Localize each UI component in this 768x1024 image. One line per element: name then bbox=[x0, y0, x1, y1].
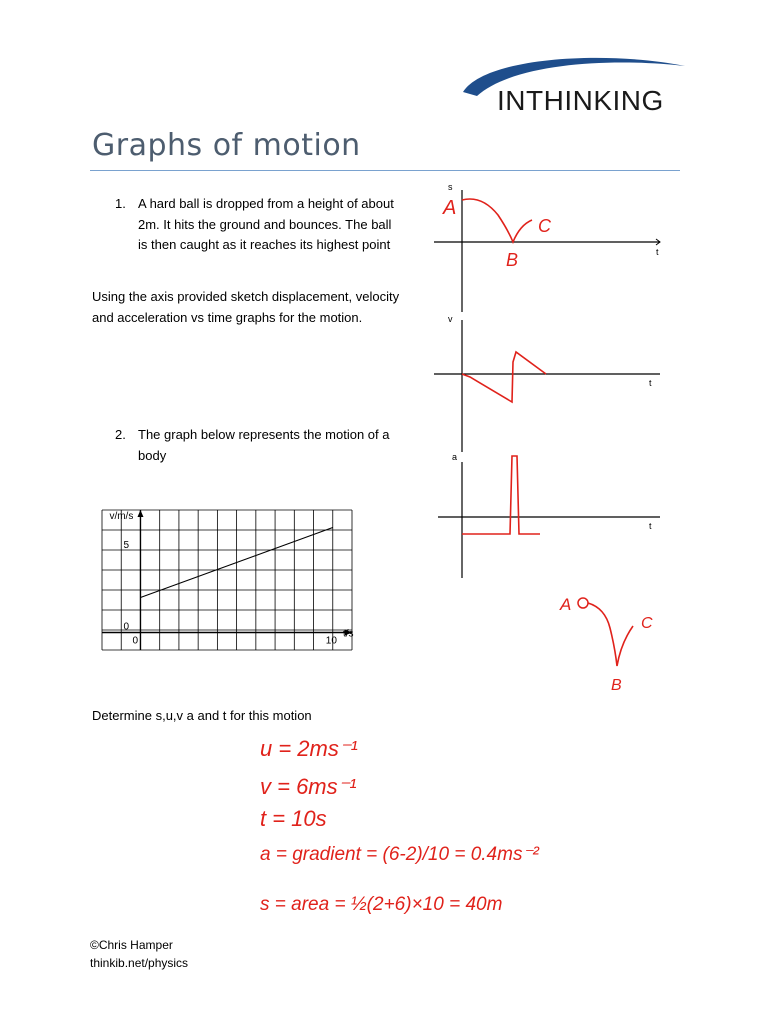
question-2-number: 2. bbox=[115, 427, 126, 442]
handwritten-answer: t = 10s bbox=[260, 806, 327, 831]
velocity-time-chart bbox=[90, 500, 380, 670]
sketch-curve bbox=[588, 603, 633, 666]
displacement-curve bbox=[462, 199, 532, 242]
displacement-graph bbox=[434, 182, 660, 312]
s-axis-label: s bbox=[448, 182, 453, 192]
a-axis-label: a bbox=[452, 452, 458, 462]
handwritten-answer: u = 2ms⁻¹ bbox=[260, 736, 358, 761]
label-b: B bbox=[611, 677, 622, 694]
chart-grid bbox=[102, 510, 352, 650]
velocity-curve bbox=[462, 352, 546, 402]
x-tick-label: 10 bbox=[325, 635, 337, 647]
footer-copyright: ©Chris Hamper bbox=[90, 938, 173, 952]
label-a: A bbox=[443, 197, 457, 219]
x-axis-title: t/s bbox=[343, 628, 354, 640]
question-1-text: A hard ball is dropped from a height of about 2m. It hits the ground and bounces. The ball is then caught as it reaches its highest point bbox=[138, 196, 394, 252]
label-a: A bbox=[560, 595, 572, 614]
start-point bbox=[578, 598, 588, 608]
label-b: B bbox=[506, 250, 519, 270]
t-axis-label: t bbox=[656, 247, 659, 257]
x-tick-label: 0 bbox=[132, 635, 139, 647]
footer-url: thinkib.net/physics bbox=[90, 956, 189, 970]
handwritten-answer: s = area = ½(2+6)×10 = 40m bbox=[260, 894, 503, 915]
sketch-graphs bbox=[420, 170, 700, 590]
y-axis-arrow bbox=[137, 510, 143, 517]
question-2-text: The graph below represents the motion of a body bbox=[138, 427, 390, 463]
inthinking-logo bbox=[455, 52, 690, 137]
question-1-number: 1. bbox=[115, 196, 126, 211]
footer bbox=[90, 936, 188, 972]
label-c: C bbox=[641, 615, 653, 632]
determine-prompt: Determine s,u,v a and t for this motion bbox=[92, 708, 312, 723]
y-tick-label: 0 bbox=[123, 621, 130, 633]
t-axis-label: t bbox=[649, 521, 652, 531]
handwritten-sketch bbox=[555, 588, 665, 698]
handwritten-answer: a = gradient = (6-2)/10 = 0.4ms⁻² bbox=[260, 844, 539, 865]
y-axis-title: v/m/s bbox=[109, 511, 134, 522]
handwritten-answer: v = 6ms⁻¹ bbox=[260, 774, 357, 799]
t-axis-label: t bbox=[649, 378, 652, 388]
instructions-text: Using the axis provided sketch displacement, velocity and acceleration vs time graphs for the motion. bbox=[92, 289, 400, 325]
label-c: C bbox=[538, 216, 551, 236]
chart-axes bbox=[102, 510, 352, 650]
page-title: Graphs of motion bbox=[92, 128, 361, 163]
answers-list bbox=[260, 736, 539, 915]
chart-labels bbox=[109, 511, 353, 647]
velocity-graph bbox=[434, 314, 660, 452]
v-axis-label: v bbox=[448, 314, 453, 324]
acceleration-graph bbox=[438, 452, 660, 578]
logo-text: INTHINKING bbox=[497, 85, 664, 116]
y-tick-label: 5 bbox=[123, 540, 130, 551]
handwritten-answers bbox=[250, 732, 610, 932]
acceleration-curve bbox=[462, 456, 540, 534]
